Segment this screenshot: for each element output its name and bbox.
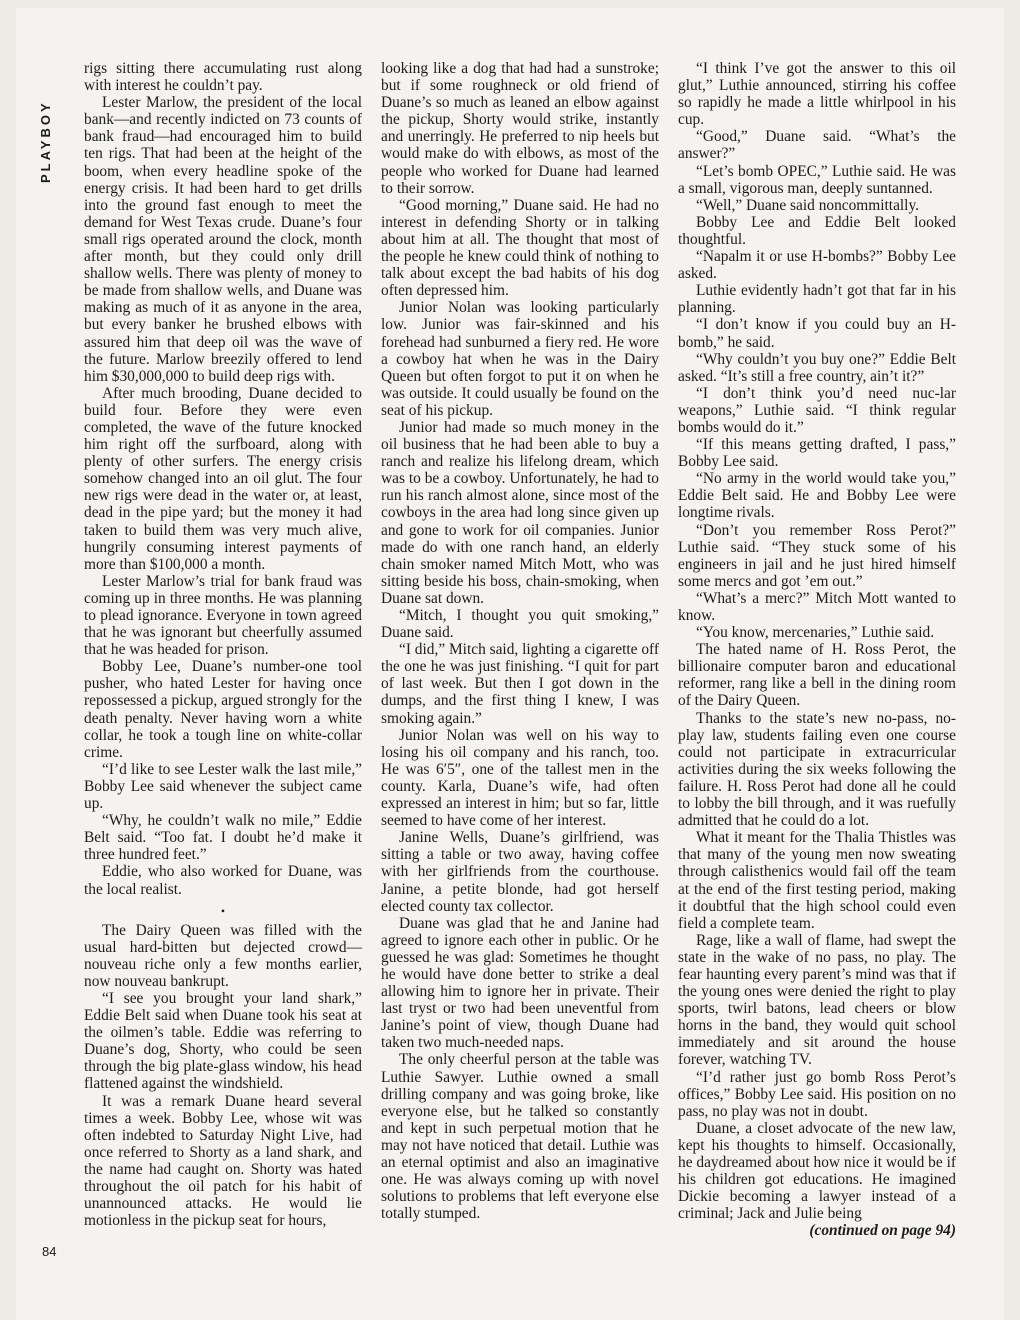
paragraph: “I did,” Mitch said, lighting a cigarette off the one he was just finishing. “I quit for part of last week. But then I got down in the dumps, and the first thing I knew, I was smoking again.” <box>381 641 659 727</box>
paragraph: “If this means getting drafted, I pass,” Bobby Lee said. <box>678 436 956 471</box>
text-column-2 <box>381 60 659 1222</box>
paragraph: “Good morning,” Duane said. He had no interest in defending Shorty or in talking about him at all. The thought that most of the people he knew could think of nothing to talk about except the bad habits of his dog often depressed him. <box>381 196 659 300</box>
paragraph: “Good,” Duane said. “What’s the answer?” <box>678 128 956 163</box>
paragraph: Bobby Lee and Eddie Belt looked thoughtful. <box>678 213 956 248</box>
paragraph: “I don’t know if you could buy an H-bomb,” he said. <box>678 316 956 351</box>
paragraph: Duane, a closet advocate of the new law, kept his thoughts to himself. Occasionally, he daydreamed about how nice it would be if his children got educations. He imagined Dickie becoming a lawyer instead of a criminal; Jack and Julie being <box>678 1119 956 1223</box>
paragraph: Junior Nolan was looking particularly low. Junior was fair-skinned and his forehead had sunburned a fiery red. He wore a cowboy hat when he was in the Dairy Queen but often forgot to put it on when he was outside. It could usually be found on the seat of his pickup. <box>381 299 659 419</box>
paragraph: Junior Nolan was well on his way to losing his oil company and his ranch, too. He was 6′5″, one of the tallest men in the county. Karla, Duane’s wife, had often expressed an interest in him; but so far, little seemed to have come of her interest. <box>381 726 659 830</box>
paragraph: “You know, mercenaries,” Luthie said. <box>696 624 935 642</box>
paragraph: “No army in the world would take you,” Eddie Belt said. He and Bobby Lee were longtime rivals. <box>678 470 956 522</box>
paragraph: Junior had made so much money in the oil business that he had been able to buy a ranch and realize his lifelong dream, which was to be a cowboy. Unfortunately, he had to run his ranch almost alone, since most of the cowboys in the area had long since given up and gone to work for oil companies. Junior made do with one ranch hand, an elderly chain smoker named Mitch Mott, who was sitting beside his boss, chain-smoking, when Duane sat down. <box>381 418 659 607</box>
paragraph: “I see you brought your land shark,” Eddie Belt said when Duane took his seat at the oilmen’s table. Eddie was referring to Duane’s dog, Shorty, who could be seen through the big plate-glass window, his head flattened against the windshield. <box>84 989 362 1093</box>
paragraph: “Don’t you remember Ross Perot?” Luthie said. “They stuck some of his engineers in jail and he just hired himself some mercs and got ’em out.” <box>678 521 956 590</box>
paragraph: “Mitch, I thought you quit smoking,” Duane said. <box>381 607 659 642</box>
paragraph: The Dairy Queen was filled with the usual hard-bitten but dejected crowd—nouveau riche only a few months earlier, now nouveau bankrupt. <box>84 921 362 990</box>
paragraph: Eddie, who also worked for Duane, was the local realist. <box>84 863 362 898</box>
paragraph: “I’d rather just go bomb Ross Perot’s offices,” Bobby Lee said. His position on no pass, no play was not in doubt. <box>678 1068 956 1120</box>
paragraph: Rage, like a wall of flame, had swept the state in the wake of no pass, no play. The fear haunting every parent’s mind was that if the young ones were denied the right to play sports, twirl batons, lead cheers or blow horns in the band, they would quit school immediately and sit around the house forever, watching TV. <box>678 931 956 1069</box>
paragraph: “I don’t think you’d need nuc-lar weapons,” Luthie said. “I think regular bombs would do it.” <box>678 384 956 436</box>
paragraph: “What’s a merc?” Mitch Mott wanted to know. <box>678 589 956 624</box>
magazine-name-sidebar: PLAYBOY <box>38 100 53 184</box>
text-column-3 <box>678 60 956 1239</box>
paragraph: Janine Wells, Duane’s girlfriend, was sitting a table or two away, having coffee with her girlfriends from the courthouse. Janine, a petite blonde, had got herself elected county tax collector. <box>381 829 659 915</box>
paragraph: Lester Marlow, the president of the local bank—and recently indicted on 73 counts of bank fraud—had encouraged him to build ten rigs. That had been at the height of the boom, when every headline spoke of the energy crisis. It had been hard to get drills into the ground fast enough to meet the demand for West Texas crude. Duane’s four small rigs operated around the clock, month after month, but they could only drill shallow wells. There was plenty of money to be made from shallow wells, and Duane was making as much of it as anyone in the area, but every banker he brushed elbows with assured him that deep oil was the wave of the future. Marlow breezily offered to lend him $30,000,000 to build deep rigs with. <box>84 94 362 385</box>
paragraph: “I think I’ve got the answer to this oil glut,” Luthie announced, stirring his coffee so rapidly he made a little whirlpool in his cup. <box>678 60 956 129</box>
paragraph: “Well,” Duane said noncommittally. <box>696 196 919 214</box>
page-number: 84 <box>42 1244 57 1259</box>
paragraph: Bobby Lee, Duane’s number-one tool pusher, who hated Lester for having once repossessed a pickup, argued strongly for the death penalty. Never having worn a white collar, he took a tough line on white-collar crime. <box>84 658 362 761</box>
paragraph: “Why, he couldn’t walk no mile,” Eddie Belt said. “Too fat. I doubt he’d make it three hundred feet.” <box>84 812 362 864</box>
paragraph: Thanks to the state’s new no-pass, no-play law, students failing even one course could not participate in extracurricular activities during the six weeks following the failure. H. Ross Perot had done all he could to lobby the bill through, and it was ruefully admitted that he could do a lot. <box>678 709 956 830</box>
paragraph: Lester Marlow’s trial for bank fraud was coming up in three months. He was planning to plead ignorance. Everyone in town agreed that he was ignorant but cheerfully assumed that he was headed for prison. <box>84 572 362 659</box>
paragraph: The only cheerful person at the table was Luthie Sawyer. Luthie owned a small drilling company and was going broke, like everyone else, but he talked so constantly and kept in such perpetual motion that he may not have noticed that detail. Luthie was an eternal optimist and also an imaginative one. He was always coming up with novel solutions to problems that left everyone else totally stumped. <box>381 1051 659 1223</box>
magazine-page <box>16 8 1004 1320</box>
paragraph: “Why couldn’t you buy one?” Eddie Belt asked. “It’s still a free country, ain’t it?” <box>678 350 956 385</box>
paragraph: The hated name of H. Ross Perot, the billionaire computer baron and educational reformer, rang like a bell in the dining room of the Dairy Queen. <box>678 641 956 710</box>
text-column-1 <box>84 60 362 1229</box>
paragraph: Luthie evidently hadn’t got that far in his planning. <box>678 282 956 317</box>
paragraph: “Napalm it or use H-bombs?” Bobby Lee asked. <box>678 248 956 283</box>
continued-note: (continued on page 94) <box>809 1222 956 1240</box>
paragraph: After much brooding, Duane decided to build four. Before they were even completed, the wave of the future knocked him right off the surfboard, along with plenty of other surfers. The energy crisis somehow changed into an oil glut. The four new rigs were dead in the water or, at least, dead in the pipe yard; but the money it had taken to build them was very much alive, hungrily consuming interest payments of more than $100,000 a month. <box>84 384 362 573</box>
paragraph: What it meant for the Thalia Thistles was that many of the young men now sweating through calisthenics would fail off the team at the end of the first testing period, making it doubtful that the high school could even field a complete team. <box>678 829 956 932</box>
paragraph: looking like a dog that had had a sunstroke; but if some roughneck or old friend of Duane’s so much as leaned an elbow against the pickup, Shorty would strike, instantly and unerringly. He preferred to nip heels but would make do with elbows, as most of the people who worked for Duane had learned to their sorrow. <box>381 60 659 197</box>
paragraph: Duane was glad that he and Janine had agreed to ignore each other in public. Or he guessed he was glad: Sometimes he thought he would have done better to strike a deal allowing him to ignore her in private. Their last tryst or two had been uneventful from Janine’s point of view, though Duane had taken two much-needed naps. <box>381 914 659 1052</box>
paragraph: “Let’s bomb OPEC,” Luthie said. He was a small, vigorous man, deeply suntanned. <box>678 162 956 197</box>
paragraph: rigs sitting there accumulating rust along with interest he couldn’t pay. <box>84 60 362 95</box>
paragraph: It was a remark Duane heard several times a week. Bobby Lee, whose wit was often indebted to Saturday Night Live, had once referred to Shorty as a land shark, and the name had caught on. Shorty was hated throughout the oil patch for his habit of unannounced attacks. He would lie motionless in the pickup seat for hours, <box>84 1092 362 1230</box>
paragraph: “I’d like to see Lester walk the last mile,” Bobby Lee said whenever the subject came up. <box>84 760 362 813</box>
section-break-bullet: • <box>220 903 226 918</box>
